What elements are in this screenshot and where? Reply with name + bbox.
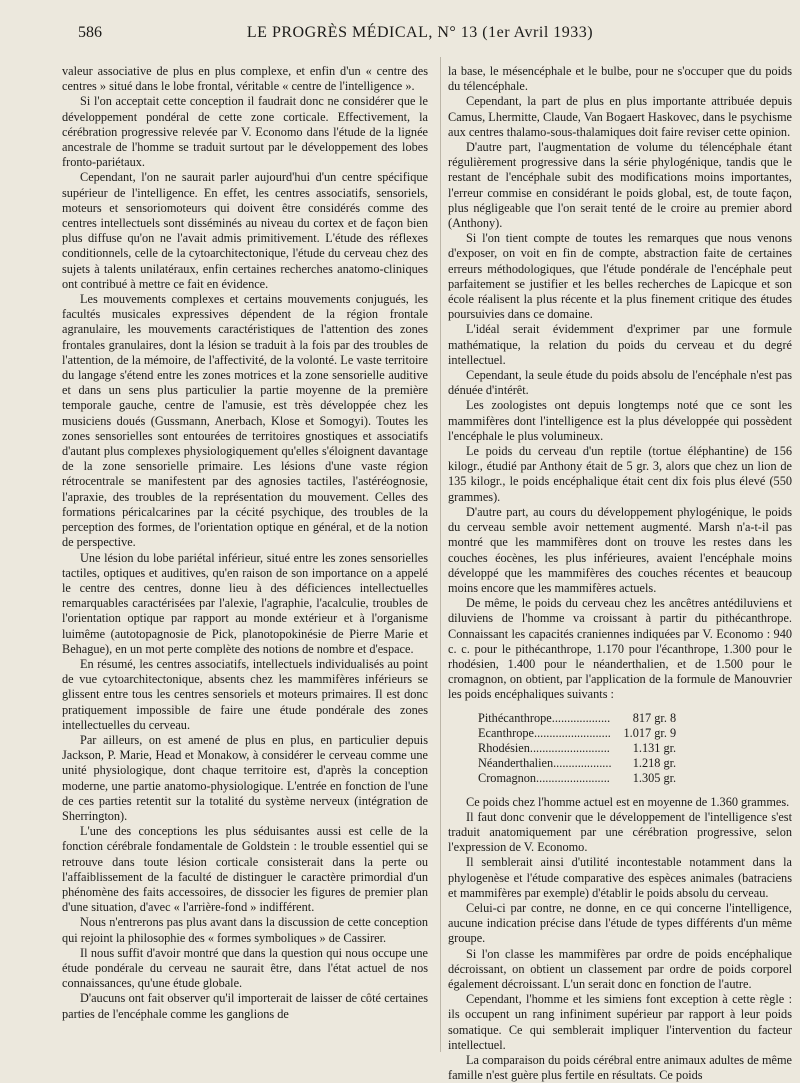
table-cell-name: Rhodésien.......................... (478, 740, 610, 755)
paragraph: Si l'on tient compte de toutes les remarques que nous venons d'exposer, on voit en fin de compte, abstraction faite de certaines erreurs méthodologiques, que l'étude pondérale de l'encéphale peut parfaitement se justifier et les belles recherches de Lapicque et son école réalisent la plus récente et la plus finement critique des études poursuivies dans ce domaine. (448, 231, 792, 322)
paragraph: Par ailleurs, on est amené de plus en plus, en particulier depuis Jackson, P. Marie, Head et Monakow, à considérer le cerveau comme une unité physiologique, dont chaque territoire est, d'après la conception moderne, une partie anatomo-physiologique. L'entrée en fonction de l'une de ces parties retentit sur la totalité du système nerveux (intégration de Sherrington). (62, 732, 428, 823)
running-header (60, 18, 780, 46)
paragraph: D'autre part, au cours du développement phylogénique, le poids du cerveau semble avoir nettement augmenté. Marsh n'a-t-il pas montré que les mammifères dont on trouve les restes dans les couches éocènes, les plus inférieures, avaient l'encéphale moins développé que les mammifères des couches récentes et beaucoup moins encore que les mammifères actuels. (448, 504, 792, 595)
table-cell-name: Cromagnon........................ (478, 771, 610, 786)
paragraph: Il semblerait ainsi d'utilité incontestable notamment dans la phylogenèse et l'étude comparative des espèces animales (batraciens et mammifères par exemple) d'établir le poids absolu du cerveau. (448, 855, 792, 900)
table-cell-name: Pithécanthrope................... (478, 710, 611, 725)
page-number: 586 (78, 24, 102, 41)
paragraph: D'autre part, l'augmentation de volume du télencéphale étant régulièrement progressive dans la série phylogénique, tandis que le restant de l'encéphale subit des modifications moins importantes, l'erreur commise en considérant le poids global, est, de toute façon, plus négligeable que l'on serait tenté de le croire au premier abord (Anthony). (448, 140, 792, 231)
right-column (448, 64, 792, 1083)
paragraph: Cependant, la seule étude du poids absolu de l'encéphale n'est pas dénuée d'intérêt. (448, 368, 792, 398)
table-cell-value: 1.017 gr. 9 (623, 725, 677, 740)
journal-title: LE PROGRÈS MÉDICAL, N° 13 (1er Avril 1933) (246, 24, 594, 41)
table-cell-value: 1.218 gr. (632, 756, 677, 771)
table-row (478, 771, 682, 786)
paragraph: Une lésion du lobe pariétal inférieur, situé entre les zones sensorielles tactiles, optiques et auditives, qu'en raison de son importance on a appelé le centre des centres, donne lieu à des déficiences intellectuelles remarquables caractérisées par l'alexie, l'agraphie, l'acalculie, troubles de l'orientation optique par rapport au monde extérieur et à l'organisme luimême (autotopagnosie de Pick, planotopokinésie de Pierre Marie et Behague), en un mot perte complète des notions de nombre et d'espace. (62, 550, 428, 656)
paragraph: Le poids du cerveau d'un reptile (tortue éléphantine) de 156 kilogr., étudié par Anthony était de 5 gr. 3, alors que chez un lion de 135 kilogr., le poids encéphalique était cent dix fois plus élevé (550 grammes). (448, 444, 792, 504)
paragraph: Cependant, l'homme et les simiens font exception à cette règle : ils occupent un rang infiniment supérieur par rapport à leur poids somatique. Ce qui semblerait impliquer l'intervention du facteur intellectuel. (448, 992, 792, 1052)
paragraph: valeur associative de plus en plus complexe, et enfin d'un « centre des centres » situé dans le lobe frontal, véritable « centre de l'intelligence ». (62, 64, 428, 94)
paragraph: En résumé, les centres associatifs, intellectuels individualisés au point de vue cytoarchitectonique, absents chez les mammifères inférieurs se glissent entre tous les centres sensoriels et moteurs primaires. Il est donc pratiquement impossible de faire une étude pondérale des zones intellectuelles du cerveau. (62, 656, 428, 732)
paragraph: Si l'on acceptait cette conception il faudrait donc ne considérer que le développement pondéral de cette zone corticale. Effectivement, la cérébration progressive relevée par V. Economo dans l'étude de la lignée ancestrale de l'homme se traduit surtout par le développement des lobes fronto-pariétaux. (62, 94, 428, 170)
table-cell-name: Néanderthalien................... (478, 756, 612, 771)
paragraph: Nous n'entrerons pas plus avant dans la discussion de cette conception qui rejoint la philosophie des « formes symboliques » de Cassirer. (62, 915, 428, 945)
table-row (478, 726, 682, 741)
table-row (478, 741, 682, 756)
paragraph: L'une des conceptions les plus séduisantes aussi est celle de la fonction cérébrale fondamentale de Goldstein : le trouble essentiel qui se retrouve dans toute lésion corticale consisterait dans la perte ou l'affaiblissement de la faculté de distinguer le caractère primordial d'un phénomène des faits accessoires, de dissocier les figures de premier plan d'une situation, d'avec « l'arrière-fond » indifférent. (62, 824, 428, 915)
paragraph: Il faut donc convenir que le développement de l'intelligence s'est traduit anatomiquement par une cérébration progressive, selon l'expression de V. Economo. (448, 809, 792, 855)
table-cell-name: Ecanthrope......................... (478, 725, 611, 740)
table-cell-value: 1.305 gr. (632, 771, 677, 786)
column-divider (440, 57, 441, 1052)
paragraph: La comparaison du poids cérébral entre animaux adultes de même famille n'est guère plus fertile en résultats. Ce poids (448, 1053, 792, 1083)
paragraph: Ce poids chez l'homme actuel est en moyenne de 1.360 grammes. (466, 794, 790, 809)
table-row (478, 756, 682, 771)
paragraph: Cependant, la part de plus en plus importante attribuée depuis Camus, Lhermitte, Claude, Van Bogaert Haskovec, dans le psychisme aux centres thalamo-sous-thalamiques doit faire reviser cette opinion. (448, 94, 793, 139)
paragraph: Il nous suffit d'avoir montré que dans la question qui nous occupe une étude pondérale du cerveau ne saurait être, dans l'état actuel de nos connaissances, qu'une étude globale. (62, 945, 428, 991)
paragraph: la base, le mésencéphale et le bulbe, pour ne s'occuper que du poids du télencéphale. (448, 64, 792, 94)
paragraph: D'aucuns ont fait observer qu'il importerait de laisser de côté certaines parties de l'encéphale comme les ganglions de (62, 991, 428, 1021)
paragraph: Si l'on classe les mammifères par ordre de poids encéphalique décroissant, on obtient un classement par ordre de poids corporel également décroissant. L'un serait donc en fonction de l'autre. (448, 946, 792, 991)
brain-weight-table (478, 711, 682, 787)
table-cell-value: 1.131 gr. (632, 740, 677, 755)
table-cell-value: 817 gr. 8 (632, 710, 677, 725)
paragraph: Les zoologistes ont depuis longtemps noté que ce sont les mammifères dont l'intelligence est la plus développée qui possèdent l'encéphale le plus volumineux. (448, 398, 792, 443)
paragraph: Celui-ci par contre, ne donne, en ce qui concerne l'intelligence, aucune indication précise dans l'étude de types différents d'un même groupe. (448, 900, 792, 946)
paragraph: Les mouvements complexes et certains mouvements conjugués, les facultés musicales expressives dépendent de la région frontale agranulaire, les mouvements caractéristiques de l'attention des zones frontales granulaires, dont la lésion se traduit à la fois par des troubles de l'attention, de la mémoire, de l'affectivité, de la volonté. Le vaste territoire du langage s'étend entre les zones motrices et la zone sensorielle auditive et dans un sens plus particulier la partie moyenne de la première temporale gauche, centre de l'amusie, est très développée chez les musiciens doués (Gussmann, Anerbach, Klose et Somogyi). Toutes les zones sensorielles sont entourées de territoires gnostiques et associatifs d'autant plus complexes physiologiquement qu'elles s'éloignent davantage de la zone sensorielle primaire. Les lésions d'une vaste région rétrocentrale se manifestent par des agnosies tactiles, l'astéréognosie, l'apraxie, des troubles de la représentation du mouvement. Celles des formations péricalcarines par la cécité psychique, des troubles de la perception des formes, de l'orientation optique en général, et de la notion de perspective. (62, 292, 428, 550)
table-row (478, 711, 682, 726)
paragraph: Cependant, l'on ne saurait parler aujourd'hui d'un centre spécifique supérieur de l'intelligence. En effet, les centres associatifs, sensoriels, moteurs et sensoriomoteurs qui doivent être considérés comme des centres intellectuels sont disséminés au niveau du cortex et de façon bien plus diffuse qu'on ne l'avait admis primitivement. L'étude des réflexes conditionnels, celle de la cytoarchitectonique, l'étude du cerveau chez des sujets à talents unilatéraux, enfin certaines recherches anatomo-cliniques ont contribué à mettre ce fait en évidence. (62, 170, 428, 291)
paragraph: L'idéal serait évidemment d'exprimer par une formule mathématique, la relation du poids du cerveau et du degré intellectuel. (448, 322, 792, 367)
left-column (62, 64, 428, 1022)
paragraph: De même, le poids du cerveau chez les ancêtres antédiluviens et diluviens de l'homme va croissant à partir du pithécanthrope. Connaissant les capacités craniennes indiquées par V. Economo : 940 c. c. pour le pithécanthrope, 1.170 pour l'écanthrope, 1.300 pour le rhodésien, 1.400 pour le néanderthalien, et de 1.500 pour le cromagnon, on obtient, par l'application de la formule de Manouvrier les poids encéphaliques suivants : (448, 596, 792, 702)
